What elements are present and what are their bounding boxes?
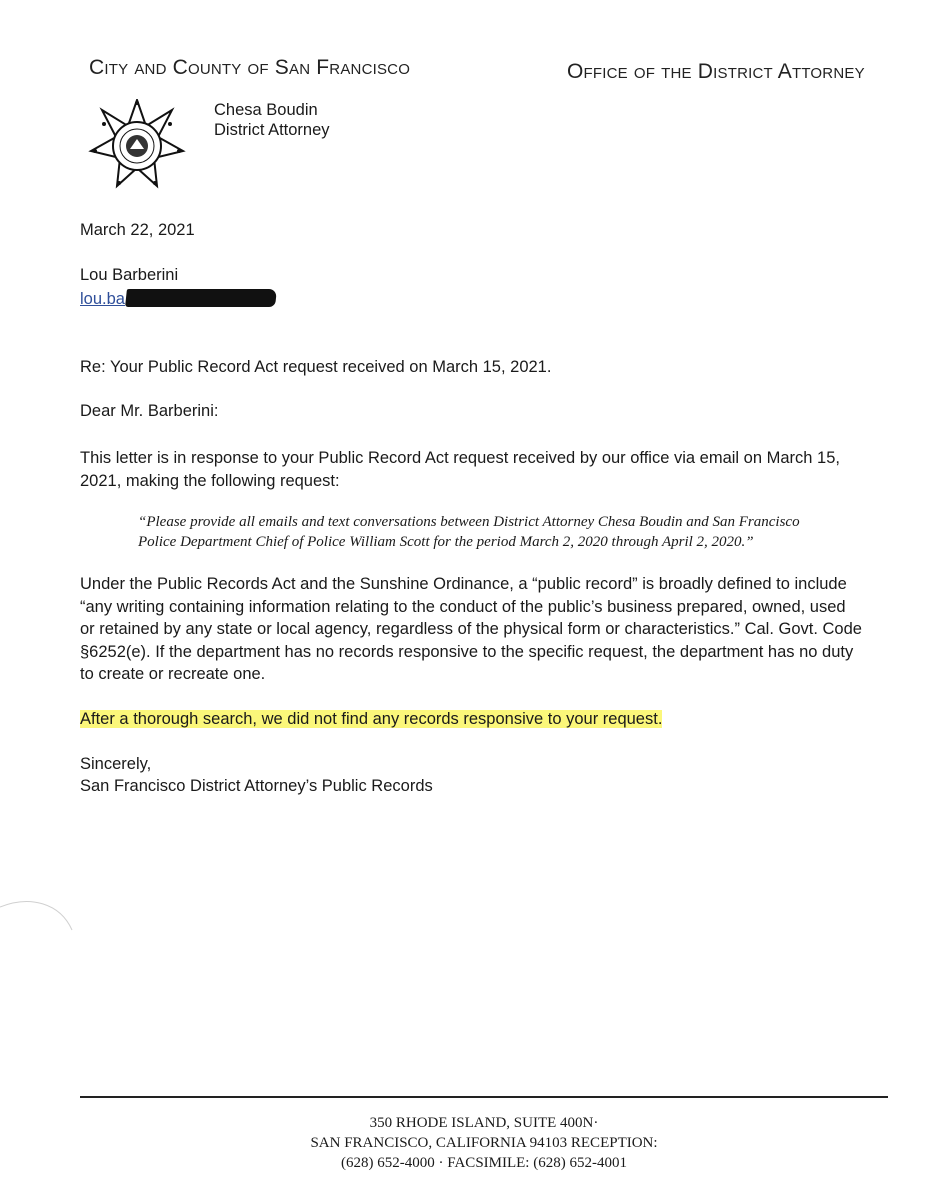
footer-line: (628) 652-4000 · FACSIMILE: (628) 652-4001	[341, 1155, 627, 1171]
star-seal-icon	[86, 99, 188, 193]
paragraph-line: to create or recreate one.	[80, 665, 266, 683]
footer-address	[80, 1113, 888, 1173]
quoted-request-line: Police Department Chief of Police William Scott for the period March 2, 2020 through April 2, 2020.”	[138, 534, 754, 550]
header-left: City and County of San Francisco	[89, 56, 411, 79]
redaction-bar	[125, 289, 277, 307]
signatory-name: Chesa Boudin	[214, 101, 318, 119]
subject-line: Re: Your Public Record Act request received on March 15, 2021.	[80, 358, 552, 376]
recipient-email-link[interactable]: lou.ba	[80, 290, 125, 308]
paragraph-intro-line: 2021, making the following request:	[80, 471, 340, 490]
paragraph-intro	[80, 447, 880, 492]
paragraph-line: §6252(e). If the department has no records responsive to the specific request, the department has no duty	[80, 642, 854, 661]
closing-sender: San Francisco District Attorney’s Public Records	[80, 777, 433, 795]
footer-line: 350 RHODE ISLAND, SUITE 400N·	[369, 1115, 599, 1131]
header-right: Office of the District Attorney	[567, 60, 865, 83]
footer-line: SAN FRANCISCO, CALIFORNIA 94103 RECEPTION:	[310, 1135, 658, 1151]
footer-rule	[80, 1096, 888, 1098]
signatory-title: District Attorney	[214, 121, 330, 139]
salutation: Dear Mr. Barberini:	[80, 402, 219, 420]
recipient-name: Lou Barberini	[80, 266, 179, 284]
conclusion-line	[80, 708, 662, 731]
paper-crease	[0, 895, 90, 955]
paragraph-line: “any writing containing information relating to the conduct of the public’s business prepared, owned, used	[80, 597, 846, 616]
letter-date: March 22, 2021	[80, 221, 195, 239]
highlighted-conclusion: After a thorough search, we did not find any records responsive to your request.	[80, 710, 663, 728]
paragraph-definition	[80, 573, 890, 686]
quoted-request-line: “Please provide all emails and text conversations between District Attorney Chesa Boudin and San Francisco	[138, 514, 800, 530]
paragraph-intro-line: This letter is in response to your Public Record Act request received by our office via email on March 15,	[80, 449, 840, 467]
quoted-request	[138, 512, 898, 552]
paragraph-line: Under the Public Records Act and the Sunshine Ordinance, a “public record” is broadly defined to include	[80, 575, 847, 593]
recipient-email	[80, 288, 276, 311]
paragraph-line: or retained by any state or local agency, regardless of the physical form or characteristics.” Cal. Govt. Code	[80, 620, 862, 638]
closing: Sincerely,	[80, 755, 152, 773]
